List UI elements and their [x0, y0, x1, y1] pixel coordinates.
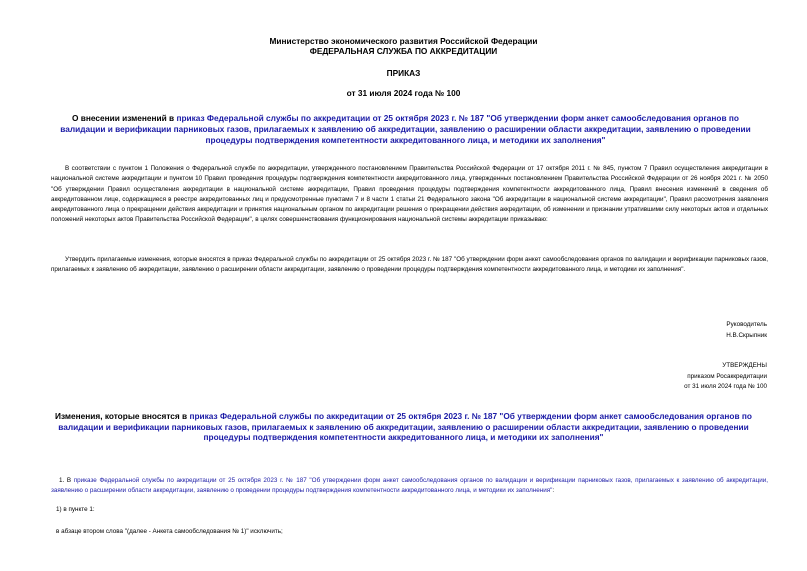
order-title-link[interactable]: приказ Федеральной службы по аккредитации от 25 октября 2023 г. № 187 "Об утверждении форм анкет самообследования органов по валидации и верификации парниковых газов, прилагаемых к заявлению об аккредитации, заявлению о расширении области аккредитации, заявлению о проведении процедуры подтверждения компетентности аккредитованного лица, и методики их заполнения"	[60, 113, 751, 145]
changes-title-link[interactable]: приказ Федеральной службы по аккредитации от 25 октября 2023 г. № 187 "Об утверждении форм анкет самообследования органов по валидации и верификации парниковых газов, прилагаемых к заявлению об аккредитации, заявлению о расширении области аккредитации, заявлению о проведении процедуры подтверждения компетентности аккредитованного лица, и методики их заполнения"	[58, 411, 752, 442]
signature-name: Н.В.Скрыпник	[726, 332, 767, 339]
approved-label: УТВЕРЖДЕНЫ	[722, 362, 767, 369]
order-title-prefix: О внесении изменений в	[72, 113, 177, 123]
service-name: ФЕДЕРАЛЬНАЯ СЛУЖБА ПО АККРЕДИТАЦИИ	[309, 46, 498, 56]
body-paragraph-2: Утвердить прилагаемые изменения, которые вносятся в приказ Федеральной службы по аккредитации от 25 октября 2023 г. № 187 "Об утверждении форм анкет самообследования органов по валидации и верификации парниковых газов, прилагаемых к заявлению об аккредитации, заявлению о расширении области аккредитации, заявлению о проведении процедуры подтверждения компетентности аккредитованного лица, и методики их заполнения".	[51, 256, 768, 274]
item-1-link[interactable]: приказе Федеральной службы по аккредитации от 25 октября 2023 г. № 187 "Об утверждении форм анкет самообследования органов по валидации и верификации парниковых газов, прилагаемых к заявлению об аккредитации, заявлению о расширении области аккредитации, заявлению о проведении процедуры подтверждения компетентности аккредитованного лица, и методики их заполнения"	[51, 477, 768, 495]
changes-title	[42, 411, 765, 443]
item-1-prefix: 1. В	[59, 477, 74, 484]
approved-date: от 31 июля 2024 года № 100	[684, 383, 767, 390]
approved-by: приказом Росаккредитации	[687, 373, 767, 380]
changes-item-1	[51, 476, 768, 497]
sub-item-1-text: в абзаце втором слова "(далее - Анкета самообследования № 1)" исключить;	[56, 528, 283, 535]
doc-type: ПРИКАЗ	[386, 68, 421, 78]
body-paragraph-1: В соответствии с пунктом 1 Положения о Федеральной службе по аккредитации, утвержденного постановлением Правительства Российской Федерации от 17 октября 2011 г. № 845, пунктом 7 Правил осуществления аккредитации в национальной системе аккредитации и пунктом 10 Правил проведения процедуры подтверждения компетентности аккредитованного лица, утвержденных постановлением Правительства Российской Федерации от 26 ноября 2021 г. № 2050 "Об утверждении Правил осуществления аккредитации в национальной системе аккредитации, Правил проведения процедуры подтверждения компетентности аккредитованного лица, Правил внесения изменений в сведения об аккредитованном лице, содержащиеся в реестре аккредитованных лиц и предусмотренные пунктами 7 и 8 части 1 статьи 21 Федерального закона "Об аккредитации в национальной системе аккредитации", Правил рассмотрения заявления аккредитованного лица о прекращении действия аккредитации и принятия национальным органом по аккредитации решения о прекращении действия аккредитации, об изменении и признании утратившими силу некоторых актов и отдельных положений некоторых актов Правительства Российской Федерации", в целях совершенствования функционирования национальной системы аккредитации приказываю:	[51, 165, 768, 224]
item-1-suffix: :	[552, 487, 555, 495]
doc-date: от 31 июля 2024 года № 100	[346, 88, 461, 98]
order-title	[52, 113, 759, 146]
ministry-name: Министерство экономического развития Российской Федерации	[269, 36, 538, 46]
signature-position: Руководитель	[726, 321, 767, 328]
changes-title-prefix: Изменения, которые вносятся в	[55, 411, 190, 421]
sub-item-1: 1) в пункте 1:	[56, 506, 95, 513]
